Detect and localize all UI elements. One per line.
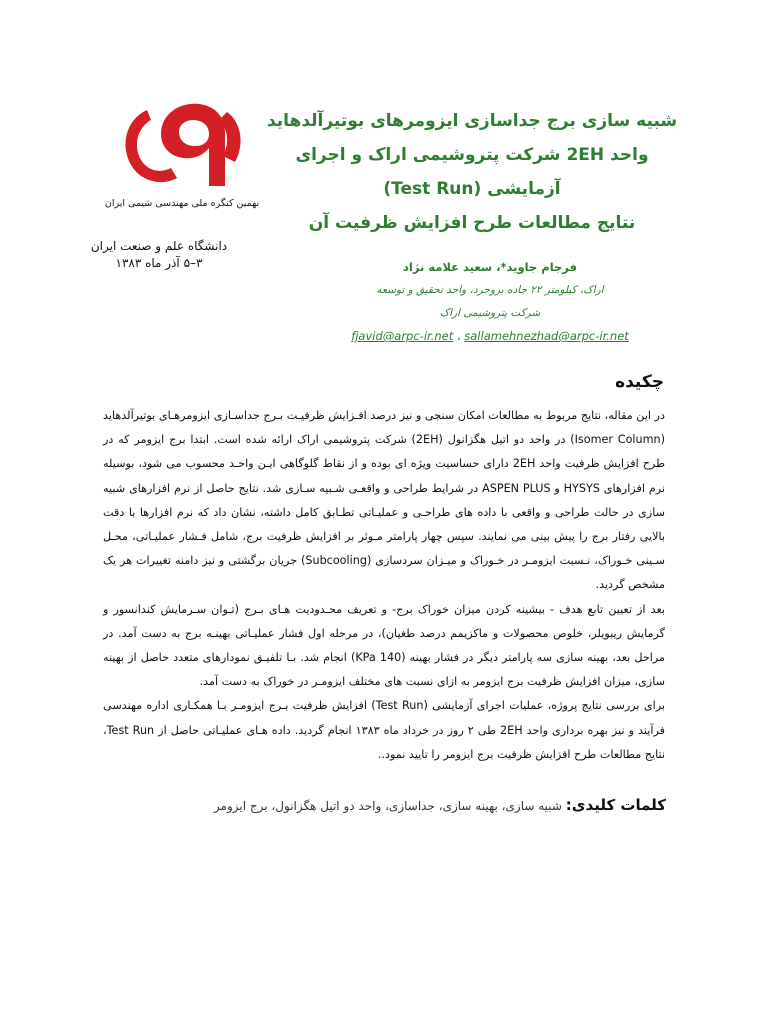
- venue-block: [84, 238, 234, 272]
- logo-block: [92, 98, 272, 209]
- logo-caption: نهمین کنگره ملی مهندسی شیمی ایران: [104, 198, 260, 209]
- venue-university: دانشگاه علم و صنعت ایران: [90, 239, 228, 253]
- title-line-4: نتایج مطالعات طرح افزایش ظرفیت آن: [308, 213, 636, 233]
- congress-logo-icon: [107, 98, 257, 196]
- title-line-1: شبیه سازی برج جداسازی ایزومرهای بوتیرآلدهاید: [266, 111, 678, 131]
- abstract-body: [103, 404, 665, 767]
- email-separator: ،: [453, 329, 465, 343]
- abstract-paragraph-3: برای بررسی نتایج پروژه، عملیات اجرای آزمایشی (Test Run) افزایش ظرفیت بـرج ایزومـر بـا همکـاری اداره مهندسی فرآیند و نیز بهره برداری واحد 2EH طی ۲ روز در خرداد ماه ۱۳۸۳ انجام گردید. داده هـای عملیـاتی حاصل از Test Run، نتایج مطالعات طرح افزایش ظرفیت برج ایزومر را تایید نمود..: [103, 699, 665, 761]
- author-names: فرجام جاوید*، سعید علامه نژاد: [403, 260, 577, 274]
- keywords-label: کلمات کلیدی:: [565, 796, 666, 814]
- keywords-text: شبیه سازی، بهینه سازی، جداسازی، واحد دو اتیل هگزانول، برج ایزومر: [213, 799, 566, 813]
- author-address: اراک، کیلومتر ۲۲ جاده بروجرد، واحد تحقیق و توسعه: [376, 284, 604, 296]
- title-line-3: آزمایشی (Test Run): [383, 179, 561, 199]
- email-link-2[interactable]: sallamehnezhad@arpc-ir.net: [464, 329, 629, 343]
- author-company: شرکت پتروشیمی اراک: [439, 307, 541, 319]
- venue-date: ۳–۵ آذر ماه ۱۳۸۳: [115, 256, 203, 270]
- abstract-heading: چکیده: [615, 372, 664, 392]
- title-line-2: واحد 2EH شرکت پتروشیمی اراک و اجرای: [295, 145, 649, 165]
- authors-block: [300, 256, 680, 348]
- abstract-paragraph-2: بعد از تعیین تابع هدف - بیشینه کردن میزان خوراک برج- و تعریف محـدودیت هـای بـرج (تـوان سـرمایش کندانسور و گرمایش ریبویلر، خلوص محصولات و ماکزیمم درصد طغیان)، در مرحله اول فشار عملیـاتی بهینـه برج به دست آمد. در مراحل بعد، بهینه سازی سه پارامتر دیگر در فشار بهینه (140 KPa) انجام شد. بـا تلفیـق نمودارهای متعدد حاصل از بهینه سازی، میزان افزایش ظرفیت برج ایزومر به ازای نسبت های مختلف ایزومـر در خوراک به دست آمد.: [103, 602, 666, 689]
- keywords-line: [120, 796, 666, 814]
- abstract-paragraph-1: در این مقاله، نتایج مربوط به مطالعات امکان سنجی و نیز درصد افـزایش ظرفیـت بـرج جداسـازی ایزومرهـای بوتیرآلدهاید (Isomer Column) در واحد دو اتیل هگزانول (2EH) شرکت پتروشیمی اراک ارائه شده است. ابتدا برج ایزومر که در طرح افزایش ظرفیت واحد 2EH دارای حساسیت ویژه ای بوده و از نقاط گلوگاهی ایـن واحـد محسوب می شود، بوسیله نرم افزارهای HYSYS و ASPEN PLUS در شرایط طراحی و واقعـی شـبیه سـازی شد. نتایج حاصل از نرم افزارهای شبیه سازی در حالت طراحی و واقعی با داده های طراحـی و عملیـاتی تطـابق کامل داشته، نشان داد که نرم افزارها با دقت بالایی رفتار برج را پیش بینی می نمایند. سپس چهار پارامتر مـوثر بر افزایش ظرفیت برج، شامل فـشار عملیـاتی، محـل سـینی خـوراک، نـسبت ایزومـر در خـوراک و میـزان سردسازی (Subcooling) جریان برگشتی و نیز دامنه تغییرات هر یک مشخص گردید.: [103, 409, 666, 592]
- paper-title: [262, 104, 682, 240]
- email-link-1[interactable]: fjavid@arpc-ir.net: [351, 329, 454, 343]
- author-emails: [300, 325, 680, 348]
